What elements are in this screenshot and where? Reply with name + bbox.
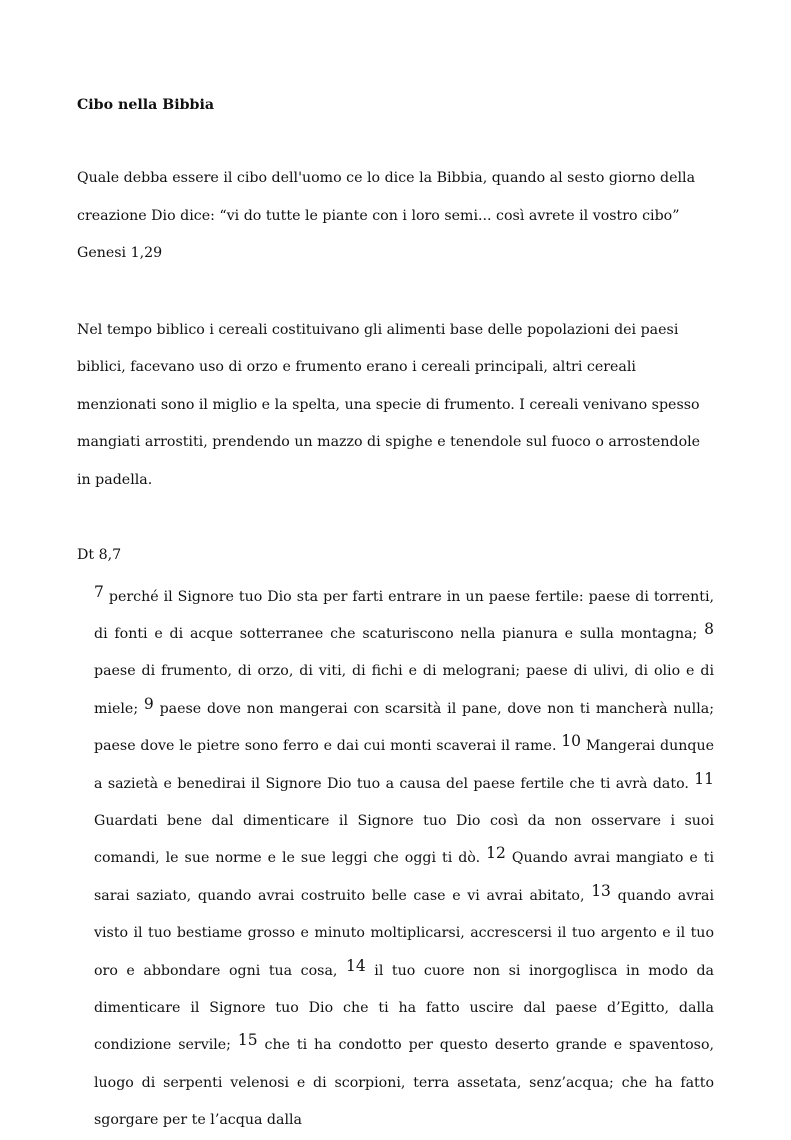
verse-block [94,579,714,1140]
verse-text: Mangerai dunque a sazietà e benedirai il Signore Dio tuo a causa del paese fertile che ti avrà dato. [94,738,714,792]
verse-number: 13 [591,881,611,900]
verse-text: Guardati bene dal dimenticare il Signore tuo Dio così da non osservare i suoi comandi, le sue norme e le sue leggi che oggi ti dò. [94,812,714,867]
verse-number: 8 [704,619,715,638]
document-title: Cibo nella Bibbia [77,97,215,113]
verse-number: 15 [237,1031,258,1050]
verse-number: 14 [346,956,366,975]
verse-text: che ti ha condotto per questo deserto grande e spaventoso, luogo di serpenti velenosi e di scorpioni, terra assetata, senz’acqua; che ha fatto sgorgare per te l’acqua dalla [94,1037,714,1129]
intro-paragraph: Quale debba essere il cibo dell'uomo ce lo dice la Bibbia, quando al sesto giorno della creazione Dio dice: “vi do tutte le piante con i loro semi... così avrete il vostro cibo” Genesi 1,29 [77,170,696,261]
verse-number: 10 [561,732,581,751]
verse-text: paese dove non mangerai con scarsità il pane, dove non ti mancherà nulla; paese dove le pietre sono ferro e dai cui monti scaverai il rame. [94,700,714,755]
verse-number: 11 [694,769,715,788]
verse-text: il tuo cuore non si inorgoglisca in modo da dimenticare il Signore tuo Dio che ti ha fatto uscire dal paese d’Egitto, dalla condizione servile; [94,962,714,1054]
verse-number: 12 [486,844,506,863]
cereals-paragraph: Nel tempo biblico i cereali costituivano gli alimenti base delle popolazioni dei paesi biblici, facevano uso di orzo e frumento erano i cereali principali, altri cereali menzionati sono il miglio e la spelta, una specie di frumento. I cereali venivano spesso mangiati arrostiti, prendendo un mazzo di spighe e tenendole sul fuoco o arrostendole in padella. [77,321,701,488]
verse-text: perché il Signore tuo Dio sta per farti entrare in un paese fertile: paese di torrenti, di fonti e di acque sotterranee che scaturiscono nella pianura e sulla montagna; [94,588,714,642]
verse-text: paese di frumento, di orzo, di viti, di fichi e di melograni; paese di ulivi, di olio e di miele; [94,663,714,717]
verse-number: 9 [143,694,154,713]
verse-number: 7 [94,582,104,601]
scripture-reference: Dt 8,7 [77,547,122,563]
document-page [77,92,713,1140]
verse-text: Quando avrai mangiato e ti sarai saziato, quando avrai costruito belle case e vi avrai abitato, [94,850,714,904]
verse-text: quando avrai visto il tuo bestiame grosso e minuto moltiplicarsi, accrescersi il tuo argento e il tuo oro e abbondare ogni tua cosa, [94,887,715,979]
